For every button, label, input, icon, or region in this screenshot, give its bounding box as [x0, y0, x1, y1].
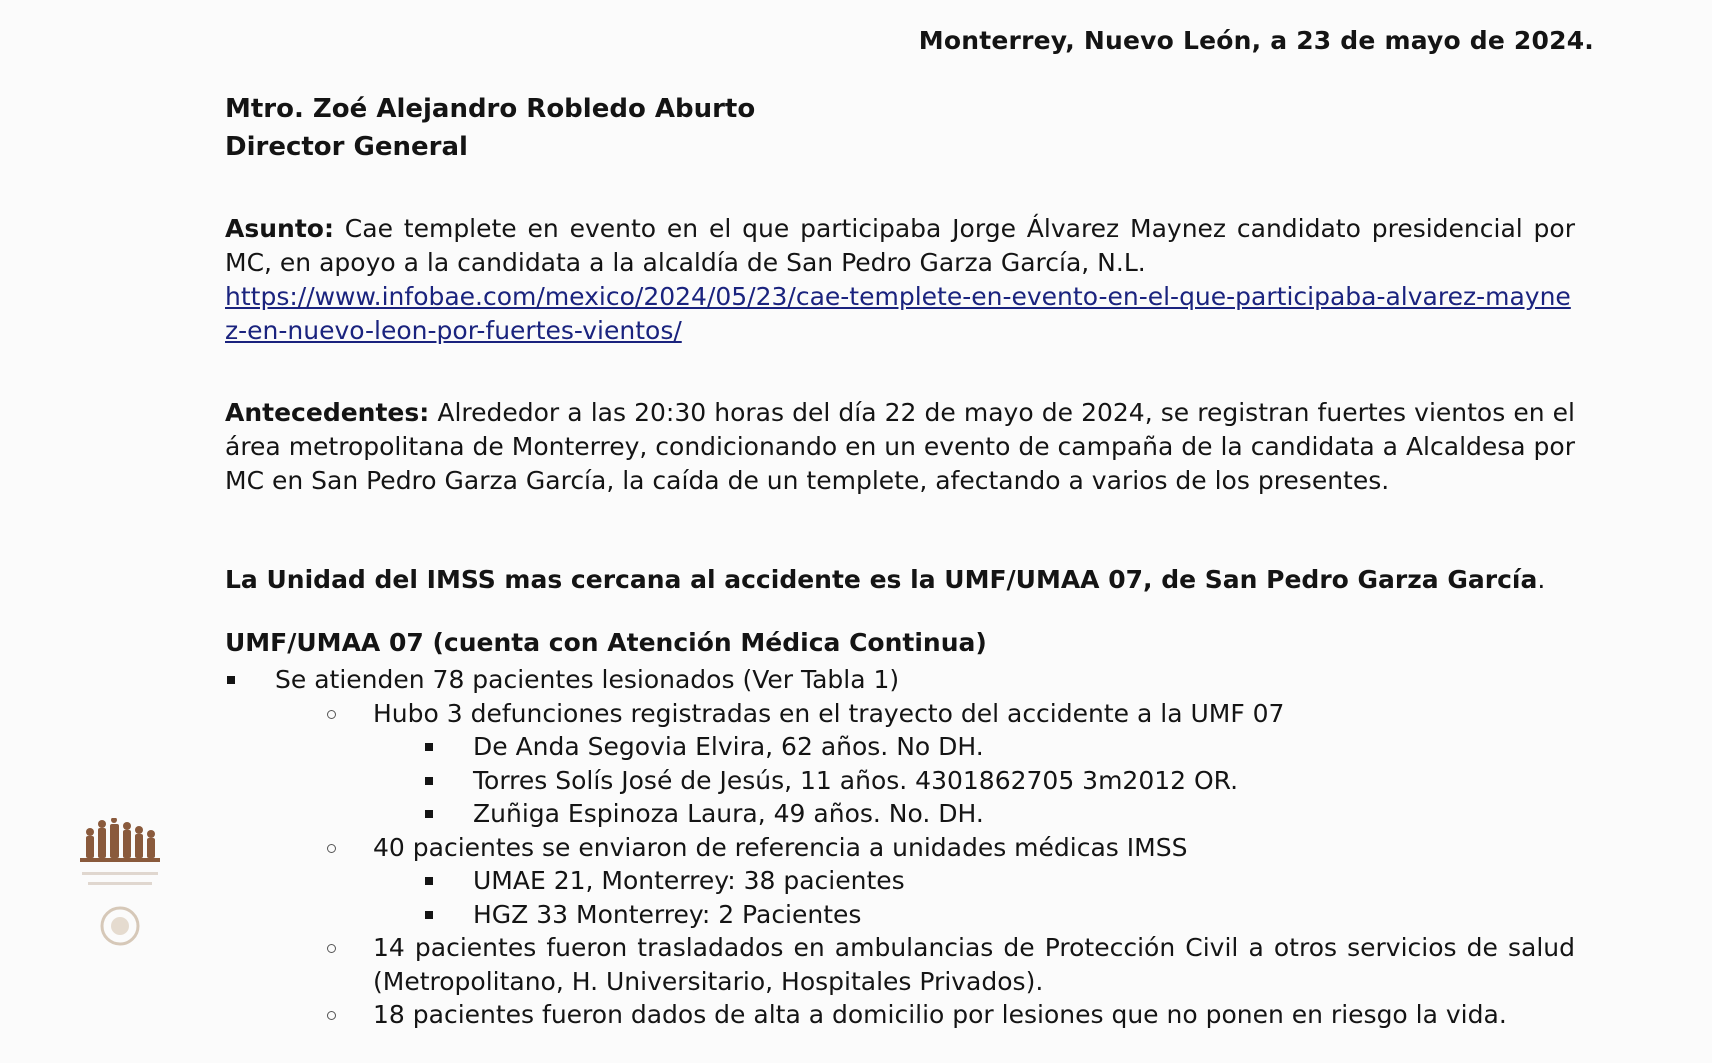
antecedentes-text: Alrededor a las 20:30 horas del día 22 de mayo de 2024, se registran fuertes vientos en el área metropolitana de Monterrey, condicionando en un evento de campaña de la candidata a Alcaldesa por MC en San Pedro Garza García, la caída de un templete, afectando a varios de los presentes. [225, 398, 1575, 495]
list-item-text: Hubo 3 defunciones registradas en el trayecto del accidente a la UMF 07 [373, 698, 1285, 728]
asunto-text: Cae templete en evento en el que participaba Jorge Álvarez Maynez candidato presidencial por MC, en apoyo a la candidata a la alcaldía de San Pedro Garza García, N.L. [225, 214, 1575, 277]
list-item-text: Zuñiga Espinoza Laura, 49 años. No. DH. [473, 799, 984, 828]
unidad-period: . [1537, 565, 1546, 594]
asunto-label: Asunto: [225, 214, 334, 243]
list-item [225, 864, 1575, 898]
list-item [225, 730, 1575, 764]
unidad-text: La Unidad del IMSS mas cercana al accidente es la UMF/UMAA 07, de San Pedro Garza García [225, 565, 1538, 594]
list-item-text: 40 pacientes se enviaron de referencia a unidades médicas IMSS [373, 832, 1188, 862]
list-item [225, 697, 1575, 731]
circle-bullet-icon [327, 944, 336, 953]
square-bullet-icon [425, 911, 433, 919]
government-logo-icon [78, 818, 174, 968]
unidad-paragraph [225, 563, 1575, 597]
list-item [225, 764, 1575, 798]
addressee-name: Mtro. Zoé Alejandro Robledo Aburto [225, 94, 756, 124]
list-item-text: De Anda Segovia Elvira, 62 años. No DH. [473, 732, 984, 761]
square-bullet-icon [425, 777, 433, 785]
square-bullet-icon [227, 676, 235, 684]
list-item [225, 898, 1575, 932]
list-item [225, 831, 1575, 865]
umf-section-title: UMF/UMAA 07 (cuenta con Atención Médica Continua) [225, 628, 987, 657]
circle-bullet-icon [327, 1011, 336, 1020]
antecedentes-label: Antecedentes: [225, 398, 430, 427]
list-item [225, 998, 1575, 1032]
list-item-text: Se atienden 78 pacientes lesionados (Ver Tabla 1) [275, 665, 900, 694]
circle-bullet-icon [327, 844, 336, 853]
antecedentes-paragraph [225, 396, 1575, 498]
list-item [225, 797, 1575, 831]
list-item-text: HGZ 33 Monterrey: 2 Pacientes [473, 899, 862, 929]
date-line: Monterrey, Nuevo León, a 23 de mayo de 2024. [918, 26, 1594, 55]
umf-list [225, 663, 1575, 1032]
square-bullet-icon [425, 743, 433, 751]
list-item [225, 663, 1575, 697]
asunto-paragraph [225, 212, 1575, 348]
list-item-text: 14 pacientes fueron trasladados en ambulancias de Protección Civil a otros servicios de salud (Metropolitano, H. Universitario, Hospitales Privados). [373, 933, 1575, 996]
news-link[interactable]: https://www.infobae.com/mexico/2024/05/23/cae-templete-en-evento-en-el-que-participaba-alvarez-maynez-en-nuevo-leon-por-fuertes-vientos/ [225, 282, 1571, 345]
list-item-text: Torres Solís José de Jesús, 11 años. 4301862705 3m2012 OR. [473, 765, 1239, 795]
addressee-title: Director General [225, 132, 468, 162]
list-item-text: 18 pacientes fueron dados de alta a domicilio por lesiones que no ponen en riesgo la vida. [373, 1000, 1507, 1029]
circle-bullet-icon [327, 710, 336, 719]
list-item-text: UMAE 21, Monterrey: 38 pacientes [473, 866, 905, 895]
addressee-block [225, 90, 755, 166]
square-bullet-icon [425, 877, 433, 885]
list-item [225, 931, 1575, 998]
square-bullet-icon [425, 810, 433, 818]
